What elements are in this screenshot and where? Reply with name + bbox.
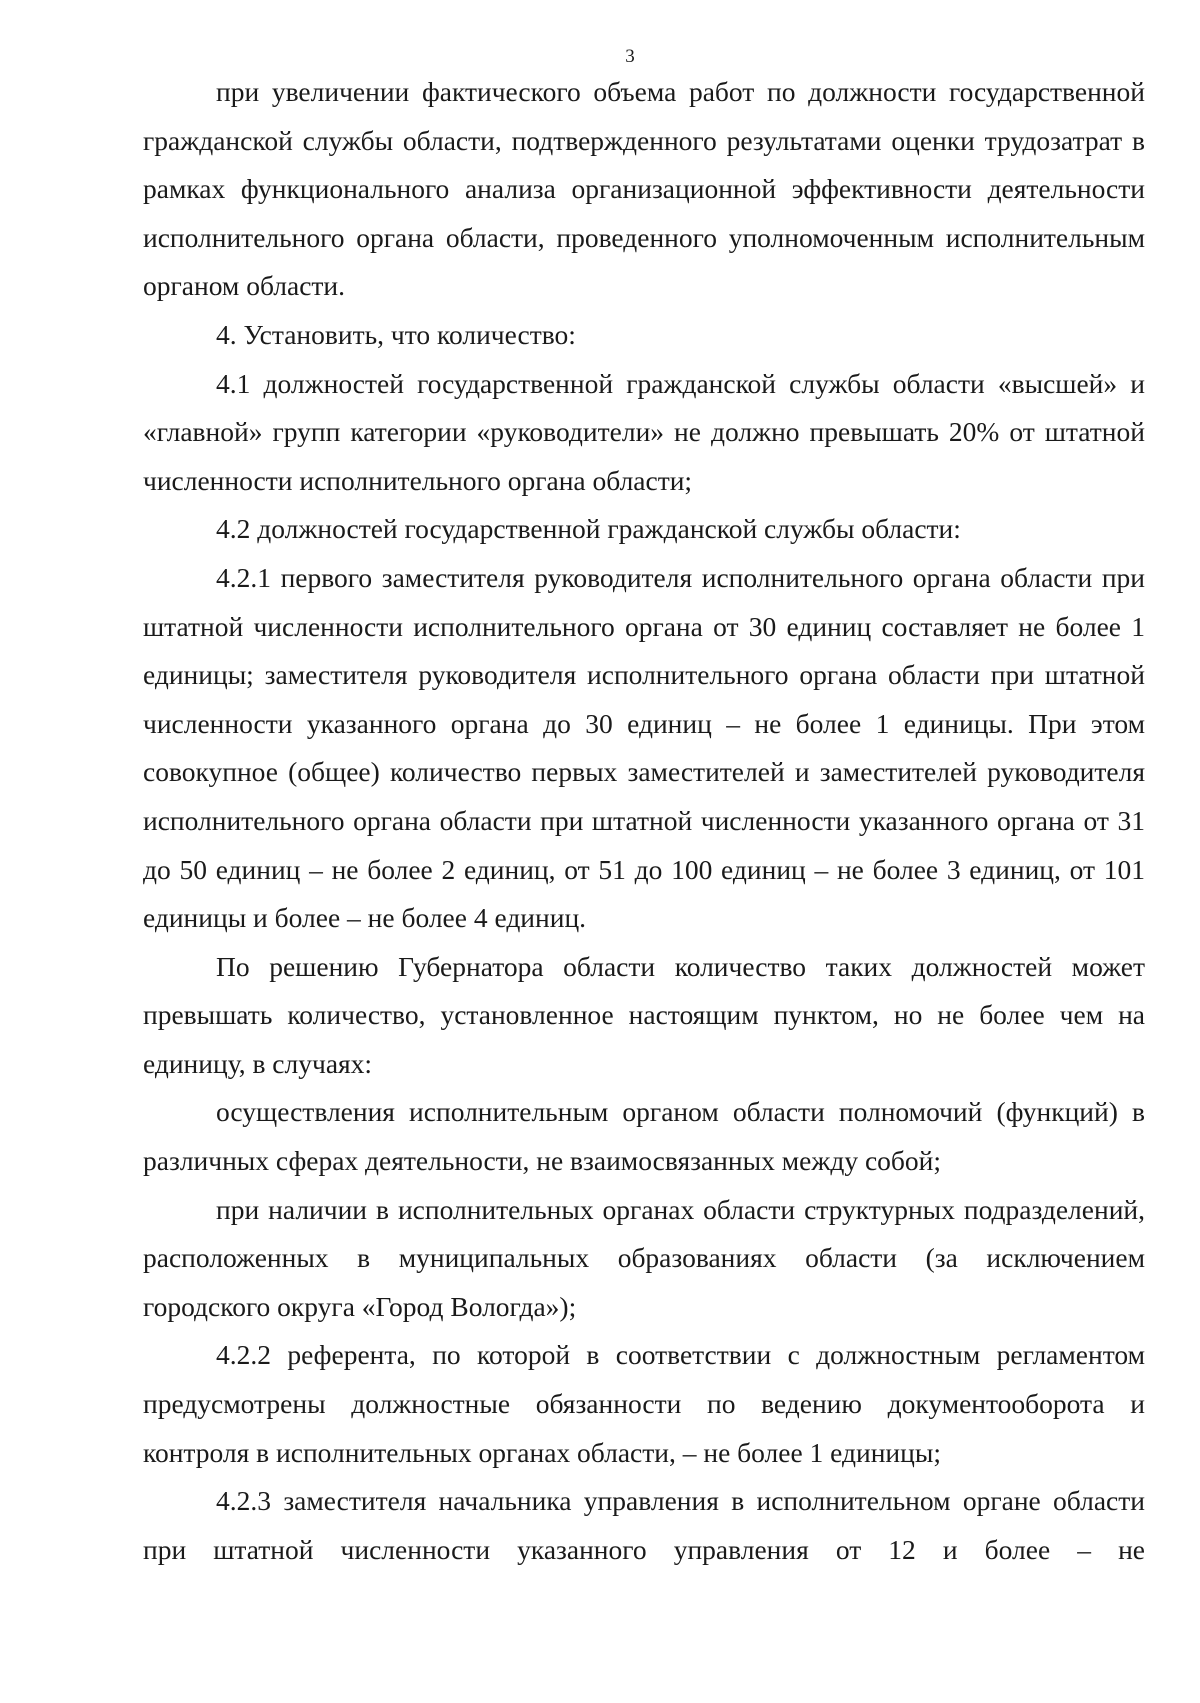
paragraph-item-4-2: 4.2 должностей государственной гражданской службы области: (216, 513, 961, 545)
paragraph-governor-decision: По решению Губернатора области количество таких должностей может превышать количество, установленное настоящим пунктом, но не более чем на единицу, в случаях: (143, 950, 1145, 1079)
paragraph-case-subdivisions: при наличии в исполнительных органах области структурных подразделений, расположенных в муниципальных образованиях области (за исключением городского округа «Город Вологда»); (143, 1193, 1145, 1322)
document-body (143, 68, 1145, 1574)
paragraph-item-4-1: 4.1 должностей государственной гражданской службы области «высшей» и «главной» групп категории «руководители» не должно превышать 20% от штатной численности исполнительного органа области; (143, 367, 1145, 496)
paragraph-case-functions: осуществления исполнительным органом области полномочий (функций) в различных сферах деятельности, не взаимосвязанных между собой; (143, 1096, 1145, 1177)
paragraph-item-4-2-1: 4.2.1 первого заместителя руководителя исполнительного органа области при штатной численности исполнительного органа от 30 единиц составляет не более 1 единицы; заместителя руководителя исполнительного органа области при штатной численности указанного органа до 30 единиц – не более 1 единицы. При этом совокупное (общее) количество первых заместителей и заместителей руководителя исполнительного органа области при штатной численности указанного органа от 31 до 50 единиц – не более 2 единиц, от 51 до 100 единиц – не более 3 единиц, от 101 единицы и более – не более 4 единиц. (143, 561, 1145, 934)
paragraph-item-4-2-3: 4.2.3 заместителя начальника управления в исполнительном органе области при штатной численности указанного управления от 12 и более – не (143, 1485, 1145, 1565)
paragraph-continuation: при увеличении фактического объема работ по должности государственной гражданской службы области, подтвержденного результатами оценки трудозатрат в рамках функционального анализа организационной эффективности деятельности исполнительного органа области, проведенного уполномоченным исполнительным органом области. (143, 76, 1145, 302)
page-number: 3 (625, 46, 635, 67)
paragraph-item-4: 4. Установить, что количество: (216, 318, 576, 350)
paragraph-item-4-2-2: 4.2.2 референта, по которой в соответствии с должностным регламентом предусмотрены должностные обязанности по ведению документооборота и контроля в исполнительных органах области, – не более 1 единицы; (143, 1339, 1145, 1468)
